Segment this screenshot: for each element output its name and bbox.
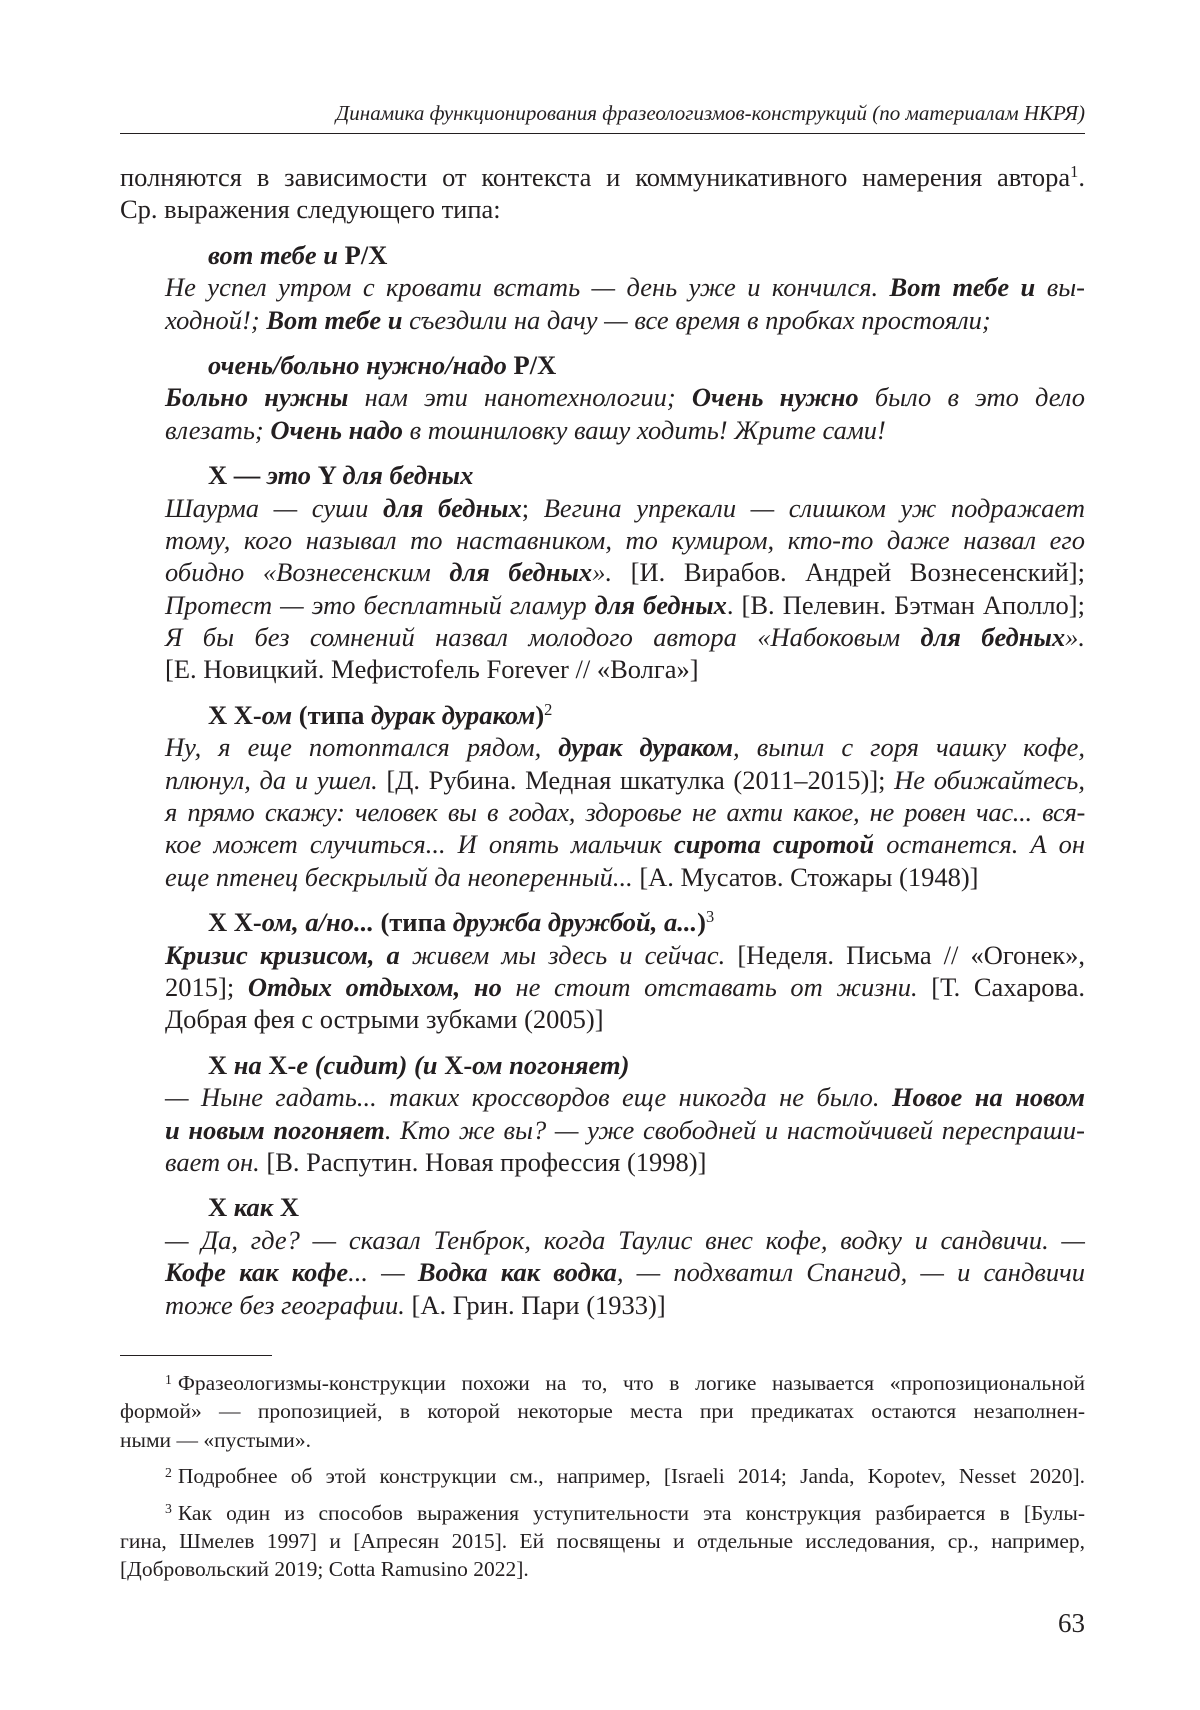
construction-heading-1: вот тебе и Р/Х <box>208 239 388 270</box>
example-line: Не успел утром с кровати встать — день уже и кончился. Вот тебе и вы- <box>165 272 1085 303</box>
construction-heading-3: X — это Y для бедных <box>208 460 474 491</box>
page-number: 63 <box>1058 1608 1085 1638</box>
example-line: плюнул, да и ушел. [Д. Рубина. Медная шкатулка (2011–2015)]; Не обижайтесь, <box>165 764 1085 795</box>
example-line: Протест — это бесплатный гламур для бедных. [В. Пелевин. Бэтман Аполло]; <box>165 589 1085 620</box>
example-line: 2015]; Отдых отдыхом, но не стоит отставать от жизни. [Т. Сахарова. <box>165 971 1085 1002</box>
footnote-3: $^3$ Как один из способов выражения уступительности эта конструкция разбирается в [Булы- <box>165 1500 1085 1525</box>
construction-heading-7: X как X <box>208 1192 299 1223</box>
example-line: вает он. [В. Распутин. Новая профессия (1998)] <box>165 1146 707 1177</box>
source-citation: [В. Распутин. Новая профессия (1998)] <box>259 1146 707 1177</box>
source-citation: [Д. Рубина. Медная шкатулка (2011–2015)]; <box>377 764 895 795</box>
footnote-number: 3 <box>165 1501 172 1517</box>
example-line: тому, кого называл то наставником, то кумиром, кто-то даже назвал его <box>165 524 1085 555</box>
source-citation: [А. Мусатов. Стожары (1948)] <box>632 861 979 892</box>
example-line: тоже без географии. [А. Грин. Пари (1933)] <box>165 1289 666 1320</box>
source-citation: [Т. Сахарова. <box>917 971 1085 1002</box>
example-line: ходной!; Вот тебе и съездили на дачу — все время в пробках простояли; <box>165 304 991 335</box>
example-line: Больно нужны нам эти нанотехнологии; Очень нужно было в это дело <box>165 382 1085 413</box>
construction-heading-4: X X-ом (типа дурак дураком)$^2$ <box>208 699 553 730</box>
example-line: Ну, я еще потоптался рядом, дурак дураком, выпил с горя чашку кофе, <box>165 732 1086 763</box>
source-citation: . [В. Пелевин. Бэтман Аполло]; <box>726 589 1085 620</box>
example-line: еще птенец бескрылый да неоперенный... [А. Мусатов. Стожары (1948)] <box>165 861 979 892</box>
example-line: я прямо скажу: человек вы в годах, здоровье не ахти какое, не ровен час... вся- <box>165 797 1085 828</box>
source-citation: Добрая фея с острыми зубками (2005)] <box>165 1004 604 1035</box>
footnote-3-line: [Добровольский 2019; Cotta Ramusino 2022]. <box>120 1557 529 1582</box>
running-head: Динамика функционирования фразеологизмов-конструкций (по материалам НКРЯ) <box>335 101 1085 125</box>
intro-line-2: Ср. выражения следующего типа: <box>120 194 501 225</box>
source-citation: [А. Грин. Пари (1933)] <box>404 1289 666 1320</box>
footnote-rule <box>120 1355 272 1356</box>
footnote-ref-3[interactable]: 3 <box>705 907 715 927</box>
main-text <box>120 161 1085 1321</box>
source-citation: [Неделя. Письма // «Огонек», <box>725 939 1085 970</box>
source-citation: [Е. Новицкий. Meфистоfель Forever // «Волга»] <box>165 654 699 685</box>
example-line: Шаурма — суши для бедных; Вегина упрекали — слишком уж подражает <box>165 492 1085 523</box>
construction-heading-2: очень/больно нужно/надо Р/Х <box>208 349 557 380</box>
footnote-1-line: формой» — пропозицией, в которой некоторые места при предикатах остаются незаполнен- <box>120 1399 1085 1424</box>
footnote-3-line: гина, Шмелев 1997] и [Апресян 2015]. Ей посвящены и отдельные исследования, ср., например, <box>120 1528 1085 1553</box>
example-line: Кофе как кофе... — Водка как водка, — подхватил Спангид, — и сандвичи <box>165 1257 1085 1288</box>
footnote-2: $^2$ Подробнее об этой конструкции см., например, [Israeli 2014; Janda, Kopotev, Nesset 2020]. <box>165 1464 1085 1489</box>
footnote-ref-1[interactable]: 1 <box>1070 161 1079 181</box>
example-line: Кризис кризисом, а живем мы здесь и сейчас. [Неделя. Письма // «Огонек», <box>165 939 1085 970</box>
intro-line-1: полняются в зависимости от контекста и коммуникативного намерения автора$^1$. <box>120 161 1085 192</box>
footnote-1-line: ными — «пустыми». <box>120 1427 311 1452</box>
footnote-ref-2[interactable]: 2 <box>544 699 553 719</box>
construction-heading-5: X X-ом, а/но... (типа дружба дружбой, а...)$^3$ <box>208 907 715 938</box>
example-line: — Ныне гадать... таких кроссвордов еще никогда не было. Новое на новом <box>165 1082 1085 1113</box>
construction-heading-6: X на X-е (сидит) (и X-ом погоняет) <box>208 1049 630 1080</box>
footnotes <box>120 1369 1085 1584</box>
footnote-number: 1 <box>165 1371 172 1387</box>
footnote-number: 2 <box>165 1464 172 1480</box>
example-line: обидно «Вознесенским для бедных». [И. Вирабов. Андрей Вознесенский]; <box>165 557 1085 588</box>
header-rule <box>120 133 1085 134</box>
footnote-1: $^1$ Фразеологизмы-конструкции похожи на то, что в логике называется «пропозициональной <box>165 1371 1085 1395</box>
example-line: — Да, где? — сказал Тенброк, когда Таулис внес кофе, водку и сандвичи. — <box>165 1224 1085 1255</box>
example-line: и новым погоняет. Кто же вы? — уже свободней и настойчивей переспраши- <box>165 1114 1085 1145</box>
example-line: влезать; Очень надо в тошниловку вашу ходить! Жрите сами! <box>165 414 886 445</box>
example-line: Я бы без сомнений назвал молодого автора «Набоковым для бедных». <box>165 622 1085 653</box>
example-line: кое может случиться... И опять мальчик сирота сиротой останется. А он <box>165 829 1085 860</box>
source-citation: [И. Вирабов. Андрей Вознесенский]; <box>612 557 1085 588</box>
